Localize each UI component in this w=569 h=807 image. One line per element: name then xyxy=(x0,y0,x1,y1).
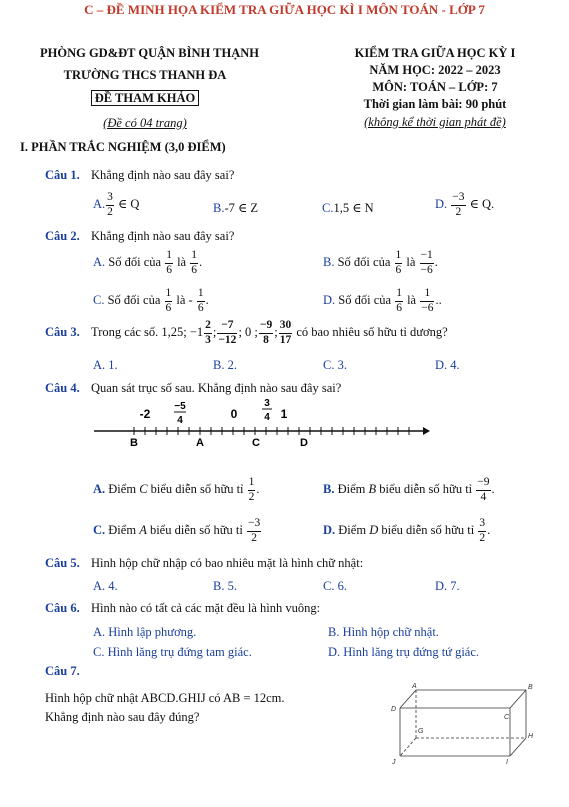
school-year: NĂM HỌC: 2022 – 2023 xyxy=(369,63,501,77)
vertex-label: C xyxy=(504,714,510,721)
q6-option-b[interactable]: B. Hình hộp chữ nhật. xyxy=(328,625,439,639)
q6-option-c[interactable]: C. Hình lăng trụ đứng tam giác. xyxy=(93,645,252,659)
school-name: TRƯỜNG THCS THANH ĐA xyxy=(63,68,227,82)
duration: Thời gian làm bài: 90 phút xyxy=(363,97,507,111)
question-7 xyxy=(45,664,91,679)
q3-option-d[interactable]: D. 4. xyxy=(435,358,460,372)
q7-line-1: Hình hộp chữ nhật ABCD.GHIJ có AB = 12cm. xyxy=(45,691,285,705)
q5-option-d[interactable]: D. 7. xyxy=(435,579,460,593)
question-text: Khẳng định nào sau đây sai? xyxy=(91,168,235,182)
option-label: D. xyxy=(435,196,448,211)
q4-option-d[interactable]: D. Điểm D biểu diễn số hữu tỉ $\frac{3}{2}$ . xyxy=(323,517,491,544)
fraction: $\frac{-3}{2}$ xyxy=(452,191,465,218)
vertex-label: H xyxy=(528,733,534,740)
question-text: Trong các số. 1,25; −1 xyxy=(91,324,204,339)
question-label: Câu 3. xyxy=(45,324,80,339)
q1-option-b[interactable] xyxy=(213,200,258,216)
point-a-label: A xyxy=(196,437,204,449)
q5-option-c[interactable]: C. 6. xyxy=(323,579,347,593)
vertex-label: I xyxy=(506,759,508,766)
q5-option-a[interactable]: A. 4. xyxy=(93,579,118,593)
option-label: A. xyxy=(93,196,106,211)
duration-note: (không kể thời gian phát đề) xyxy=(364,115,506,129)
question-4 xyxy=(45,381,341,396)
question-label: Câu 4. xyxy=(45,381,80,395)
question-1 xyxy=(45,168,234,183)
q1-option-c[interactable] xyxy=(322,200,374,216)
option-label: B. xyxy=(213,201,225,215)
tick-label-minus5-4-num: −5 xyxy=(174,401,186,412)
question-text: Khẳng định nào sau đây sai? xyxy=(91,229,235,243)
exam-banner: C – ĐỀ MINH HỌA KIỂM TRA GIỮA HỌC KÌ I MÔN TOÁN - LỚP 7 xyxy=(84,2,485,17)
section-title: I. PHẦN TRẮC NGHIỆM (3,0 ĐIỂM) xyxy=(20,140,226,154)
q1-option-d[interactable] xyxy=(435,192,494,218)
q6-option-a[interactable]: A. Hình lập phương. xyxy=(93,625,197,639)
q7-line-2: Khẳng định nào sau đây đúng? xyxy=(45,710,200,724)
vertex-label: G xyxy=(418,728,424,735)
vertex-label: B xyxy=(528,684,533,691)
exam-title: KIỂM TRA GIỮA HỌC KỲ I xyxy=(354,46,516,60)
tick-label-0: 0 xyxy=(230,407,238,421)
question-2 xyxy=(45,229,234,244)
tick-label-minus2: -2 xyxy=(139,407,151,421)
q3-option-a[interactable]: A. 1. xyxy=(93,358,118,372)
q6-option-d[interactable]: D. Hình lăng trụ đứng tứ giác. xyxy=(328,645,480,659)
q5-option-b[interactable]: B. 5. xyxy=(213,579,237,593)
tick-label-1: 1 xyxy=(280,407,288,421)
q2-option-c[interactable]: C. Số đối của $\frac{1}{6}$ là - $\frac{1}{6}$ . xyxy=(93,287,209,314)
q3-option-b[interactable]: B. 2. xyxy=(213,358,237,372)
point-c-label: C xyxy=(252,437,260,449)
q4-option-b[interactable]: B. Điểm B biểu diễn số hữu tỉ $\frac{-9}{4}$ . xyxy=(323,476,495,503)
number-line xyxy=(90,396,430,452)
option-text: -7 ∈ Z xyxy=(224,201,259,215)
reference-label-wrap xyxy=(40,91,250,106)
q2-option-a[interactable]: A. Số đối của $\frac{1}{6}$ là $\frac{1}{6}$ . xyxy=(93,249,203,276)
q4-option-c[interactable]: C. Điểm A biểu diễn số hữu tỉ $\frac{-3}{2}$ xyxy=(93,517,261,544)
q3-option-c[interactable]: C. 3. xyxy=(323,358,347,372)
option-text: ∈ Q xyxy=(114,196,140,211)
question-label: Câu 6. xyxy=(45,601,80,615)
fraction: $\frac{3}{2}$ xyxy=(107,191,113,218)
question-text: Hình nào có tất cả các mặt đều là hình vuông: xyxy=(91,601,321,615)
question-label: Câu 2. xyxy=(45,229,80,243)
option-text: ∈ Q. xyxy=(466,196,495,211)
question-text: Quan sát trục số sau. Khẳng định nào sau đây sai? xyxy=(91,381,342,395)
vertex-label: D xyxy=(391,706,397,713)
rectangular-box-figure xyxy=(388,680,538,770)
point-b-label: B xyxy=(130,437,138,449)
subject-line: MÔN: TOÁN – LỚP: 7 xyxy=(372,80,498,94)
reference-label: ĐỀ THAM KHẢO xyxy=(91,90,199,106)
tick-label-3-4-num: 3 xyxy=(264,398,270,409)
tick-label-minus5-4-den: 4 xyxy=(177,415,183,426)
q2-option-d[interactable]: D. Số đối của $\frac{1}{6}$ là $\frac{1}{-6}$ .. xyxy=(323,287,442,314)
question-text: Hình hộp chữ nhập có bao nhiêu mặt là hình chữ nhật: xyxy=(91,556,364,570)
vertex-label: A xyxy=(412,683,417,690)
dept-name: PHÒNG GD&ĐT QUẬN BÌNH THẠNH xyxy=(40,46,260,60)
question-3: Câu 3. Trong các số. 1,25; −1 $\frac{2}{3}$ ; $\frac{-7}{-12}$ ; 0 ; $\frac{-9}{8}$ ; $\frac{30}{17}$ có bao nhiêu số hữu tỉ dương? xyxy=(45,319,448,346)
q2-option-b[interactable]: B. Số đối của $\frac{1}{6}$ là $\frac{-1}{-6}$ . xyxy=(323,249,438,276)
question-5 xyxy=(45,556,363,571)
question-6 xyxy=(45,601,320,616)
q4-option-a[interactable]: A. Điểm C biểu diễn số hữu tỉ $\frac{1}{2}$ . xyxy=(93,476,260,503)
q1-option-a[interactable] xyxy=(93,192,139,218)
question-label: Câu 7. xyxy=(45,664,80,678)
axis-arrow xyxy=(423,427,430,435)
question-label: Câu 1. xyxy=(45,168,80,182)
pages-note: (Đề có 04 trang) xyxy=(103,116,187,130)
option-label: C. xyxy=(322,201,334,215)
question-label: Câu 5. xyxy=(45,556,80,570)
point-d-label: D xyxy=(300,437,308,449)
option-text: 1,5 ∈ N xyxy=(333,201,374,215)
vertex-label: J xyxy=(392,759,396,766)
tick-label-3-4-den: 4 xyxy=(264,412,270,423)
